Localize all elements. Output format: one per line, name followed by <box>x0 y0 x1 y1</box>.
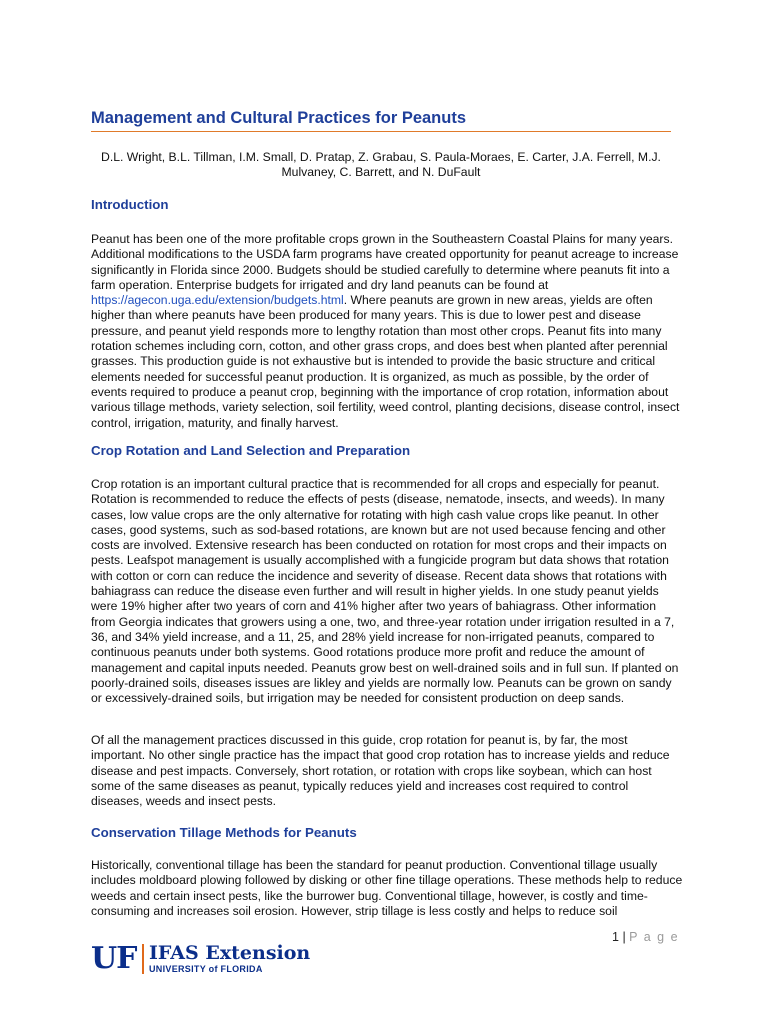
page-label: P a g e <box>629 930 680 944</box>
budgets-link[interactable]: https://agecon.uga.edu/extension/budgets.html <box>91 293 344 308</box>
tillage-paragraph: Historically, conventional tillage has been the standard for peanut production. Conventional tillage usually includes moldboard plowing followed by disking or other fine tillage operations. These methods help to reduce weeds and certain insect pests, like the burrower bug. Conventional tillage, however, is costly and time-consuming and increases soil erosion. However, strip tillage is less costly and helps to reduce soil <box>91 858 683 918</box>
heading-conservation-tillage: Conservation Tillage Methods for Peanuts <box>91 825 357 840</box>
heading-crop-rotation: Crop Rotation and Land Selection and Preparation <box>91 443 411 458</box>
intro-text-part2: . Where peanuts are grown in new areas, yields are often higher than where peanuts have been produced for many years. This is due to lower pest and disease pressure, and peanut yield responds more to lengthy rotation than most other crops. Peanut fits into many rotation schemes including corn, cotton, and other grass crops, and does best when planted after perennial grasses. This production guide is not exhaustive but is intended to provide the basic structure and critical elements needed for successful peanut production. It is organized, as much as possible, by the order of events required to produce a peanut crop, beginning with the importance of crop rotation, information about various tillage methods, variety selection, soil fertility, weed control, planting decisions, disease control, insect control, irrigation, maturity, and finally harvest. <box>91 293 680 430</box>
intro-text-part1: Peanut has been one of the more profitable crops grown in the Southeastern Coastal Plains for many years. Additional modifications to the USDA farm programs have created opportunity for peanut acreage to increase significantly in Florida since 2000. Budgets should be studied carefully to determine where peanuts fit into a farm operation. Enterprise budgets for irrigated and dry land peanuts can be found at <box>91 232 679 292</box>
author-list: D.L. Wright, B.L. Tillman, I.M. Small, D. Pratap, Z. Grabau, S. Paula-Moraes, E. Carter, J.A. Ferrell, M.J. Mulvaney, C. Barrett, and N. DuFault <box>101 150 661 179</box>
title-divider <box>91 131 671 132</box>
heading-introduction: Introduction <box>91 197 169 212</box>
rotation-paragraph-1: Crop rotation is an important cultural practice that is recommended for all crops and especially for peanut. Rotation is recommended to reduce the effects of pests (disease, nematode, insects, and weeds). In many cases, low value crops are the only alternative for rotating with high cash value crops like peanut. In other cases, good systems, such as sod-based rotations, are known but are not used because fencing and other costs are involved. Extensive research has been conducted on rotation for most crops and their impacts on pests. Leafspot management is usually accomplished with a fungicide program but data shows that rotation with cotton or corn can reduce the incidence and severity of disease. Recent data shows that rotations with bahiagrass can reduce the disease even further and will result in higher yields. In one study peanut yields were 19% higher after two years of corn and 41% higher after two years of bahiagrass. Other information from Georgia indicates that growers using a one, two, and three-year rotation under irrigation resulted in a 7, 36, and 34% yield increase, and a 11, 25, and 28% yield increase for non-irrigated peanuts, compared to continuous peanuts under both systems. Good rotations produce more profit and reduce the amount of management and capital inputs needed. Peanuts grow best on well-drained soils and in full sun. If planted on poorly-drained soils, diseases issues are likley and yields are normally low. Peanuts can be grown on sandy or excessively-drained soils, but irrigation may be needed for consistent production on deep sands. <box>91 477 679 706</box>
page-separator: | <box>622 930 626 944</box>
intro-paragraph <box>91 232 683 431</box>
rotation-paragraph-2: Of all the management practices discussed in this guide, crop rotation for peanut is, by far, the most important. No other single practice has the impact that good crop rotation has to increase yields and reduce disease and pest impacts. Conversely, short rotation, or rotation with crops like soybean, which can host some of the same diseases as peanut, typically reduces yield and increases cost required to control diseases, weeds and insect pests. <box>91 733 670 809</box>
uf-logo-mark: UF <box>91 941 137 976</box>
logo-ifas-text: IFAS Extension <box>149 942 311 964</box>
page-number-value: 1 <box>612 930 619 944</box>
page-number <box>612 930 679 944</box>
logo-university-text: UNIVERSITY of FLORIDA <box>149 964 263 974</box>
logo-divider <box>142 944 144 974</box>
document-title: Management and Cultural Practices for Peanuts <box>91 109 467 127</box>
